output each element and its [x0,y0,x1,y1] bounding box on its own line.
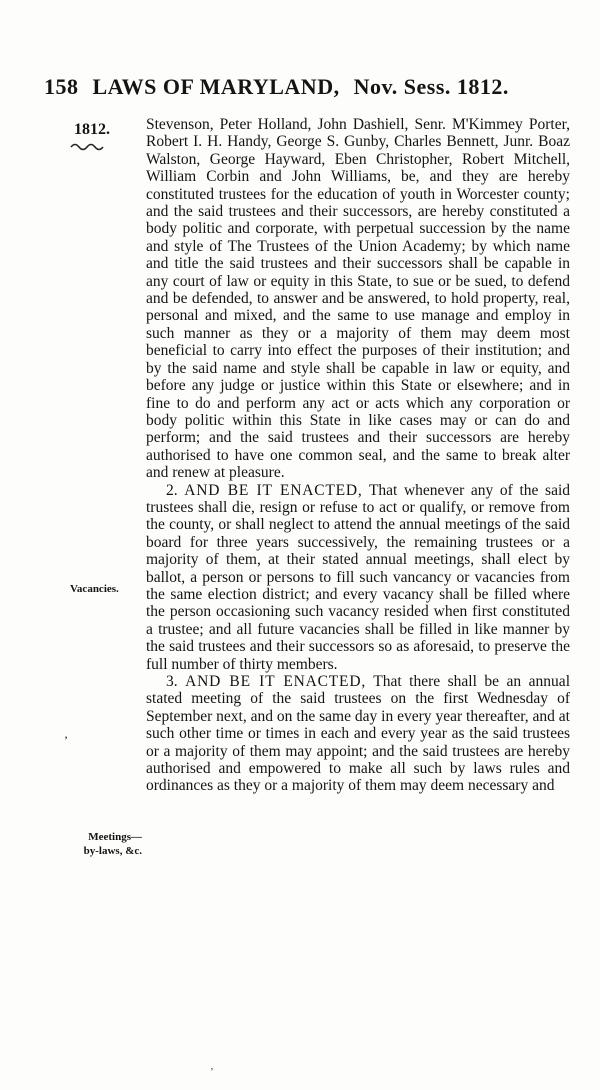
bottom-mark: ’ [210,1066,214,1078]
running-header [44,74,544,100]
section-2-number: 2. [166,481,178,499]
header-title: LAWS OF MARYLAND, [92,74,340,99]
margin-year: 1812. [74,121,110,138]
statute-text [146,116,570,795]
section-2-enact: AND BE IT ENACTED, [184,481,363,499]
section-3-enact: AND BE IT ENACTED, [185,673,366,690]
stray-mark: ’ [64,733,68,747]
header-session: Nov. Sess. 1812. [353,74,509,99]
margin-note-vacancies: Vacancies. [70,583,119,595]
section-3-number: 3. [166,673,178,690]
section-1-paragraph: Stevenson, Peter Holland, John Dashiell, Senr. M'Kimmey Porter, Robert I. H. Handy, George S. Gunby, Charles Bennett, Junr. Boaz Walston, George Hayward, Eben Christopher, Robert Mitchell, William Corbin and John Williams, be, and they are hereby constituted trustees for the education of youth in Worcester county; and the said trustees and their successors, are hereby constituted a body politic and corporate, with perpetual succession by the name and style of The Trustees of the Union Academy; by which name and title the said trustees and their successors shall be capable in any court of law or equity in this State, to sue or be sued, to defend and be defended, to answer and be answered, to hold property, real, personal and mixed, and the same to use manage and employ in such manner as they or a majority of them may deem most beneficial to carry into effect the purposes of their institution; and by the said name and style shall be capable in law or equity, and before any judge or justice within this State or elsewhere; and in fine to do and perform any act or acts which any corporation or body politic within this State in like cases may or can do and perform; and the said trustees and their successors are hereby authorised to have one common seal, and the same to break alter and renew at pleasure. [146,116,570,482]
section-3-text: That there shall be an annual stated meeting of the said trustees on the first Wednesday of September next, and on the same day in every year thereafter, and at such other time or times in each and every year as the said trustees or a majority of them may appoint; and the said trustees are hereby authorised and empowered to make all such by laws rules and ordinances as they or a majority of them may deem necessary and [146,673,570,795]
flourish-ornament [70,142,106,152]
section-3-paragraph [146,673,570,795]
margin-note-meetings: Meetings— by-laws, &c. [83,831,142,857]
section-2-text: That whenever any of the said trustees shall die, resign or refuse to act or qualify, or remove from the county, or shall neglect to attend the annual meetings of the said board for three years successively, the remaining trustees or a majority of them, at their stated annual meetings, shall elect by ballot, a person or persons to fill such vancancy or vacancies from the same election district; and every vacancy shall be filled where the person occasioning such vacancy resided when first constituted a trustee; and all future vacancies shall be filled in like manner by the said trustees and their successors so as aforesaid, to preserve the full number of thirty members. [146,481,571,673]
section-2-paragraph [146,482,570,673]
page-number: 158 [44,74,79,99]
